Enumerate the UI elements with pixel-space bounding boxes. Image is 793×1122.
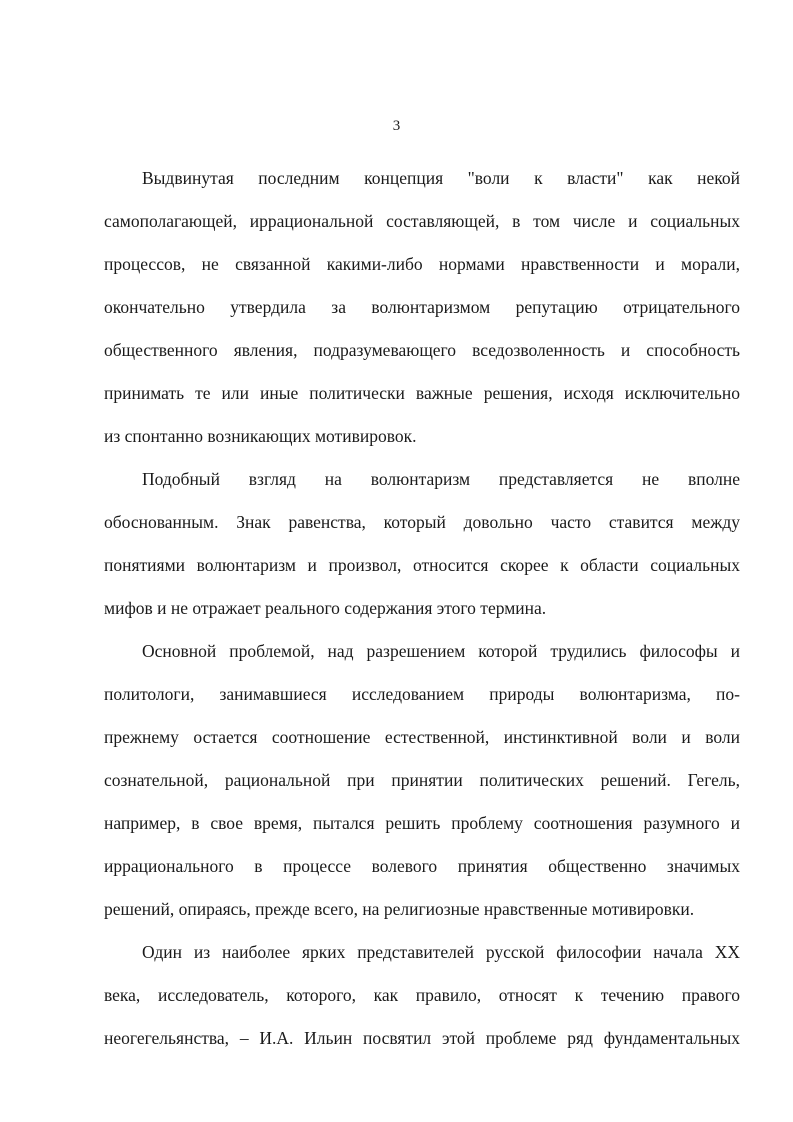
paragraph-2: [104, 461, 740, 633]
text-line: обоснованным. Знак равенства, который довольно часто ставится между: [104, 512, 740, 532]
text-line: неогегельянства, – И.А. Ильин посвятил этой проблеме ряд фундаментальных: [104, 1028, 740, 1048]
text-line: Один из наиболее ярких представителей русской философии начала XX: [142, 942, 740, 962]
document-body: [104, 160, 740, 1063]
text-line: понятиями волюнтаризм и произвол, относится скорее к области социальных: [104, 555, 740, 575]
text-line: принимать те или иные политически важные решения, исходя исключительно: [104, 383, 740, 403]
text-line: общественного явления, подразумевающего вседозволенность и способность: [104, 340, 740, 360]
text-line: прежнему остается соотношение естественной, инстинктивной воли и воли: [104, 727, 740, 747]
text-line: окончательно утвердила за волюнтаризмом репутацию отрицательного: [104, 297, 740, 317]
text-line: из спонтанно возникающих мотивировок.: [104, 426, 417, 446]
text-line: сознательной, рациональной при принятии политических решений. Гегель,: [104, 770, 740, 790]
text-line: мифов и не отражает реального содержания этого термина.: [104, 598, 547, 618]
text-line: политологи, занимавшиеся исследованием природы волюнтаризма, по-: [104, 684, 740, 704]
text-line: иррационального в процессе волевого принятия общественно значимых: [104, 856, 740, 876]
page-number: 3: [392, 118, 401, 134]
text-line: самополагающей, иррациональной составляющей, в том числе и социальных: [104, 211, 740, 231]
text-line: решений, опираясь, прежде всего, на религиозные нравственные мотивировки.: [104, 899, 695, 919]
text-line: Выдвинутая последним концепция "воли к власти" как некой: [142, 168, 740, 188]
paragraph-1: [104, 160, 740, 461]
paragraph-4: [104, 934, 740, 1063]
text-line: Подобный взгляд на волюнтаризм представляется не вполне: [142, 469, 740, 489]
paragraph-3: [104, 633, 740, 934]
text-line: процессов, не связанной какими-либо нормами нравственности и морали,: [104, 254, 740, 274]
text-line: например, в свое время, пытался решить проблему соотношения разумного и: [104, 813, 740, 833]
text-line: Основной проблемой, над разрешением которой трудились философы и: [142, 641, 740, 661]
text-line: века, исследователь, которого, как правило, относят к течению правого: [104, 985, 740, 1005]
